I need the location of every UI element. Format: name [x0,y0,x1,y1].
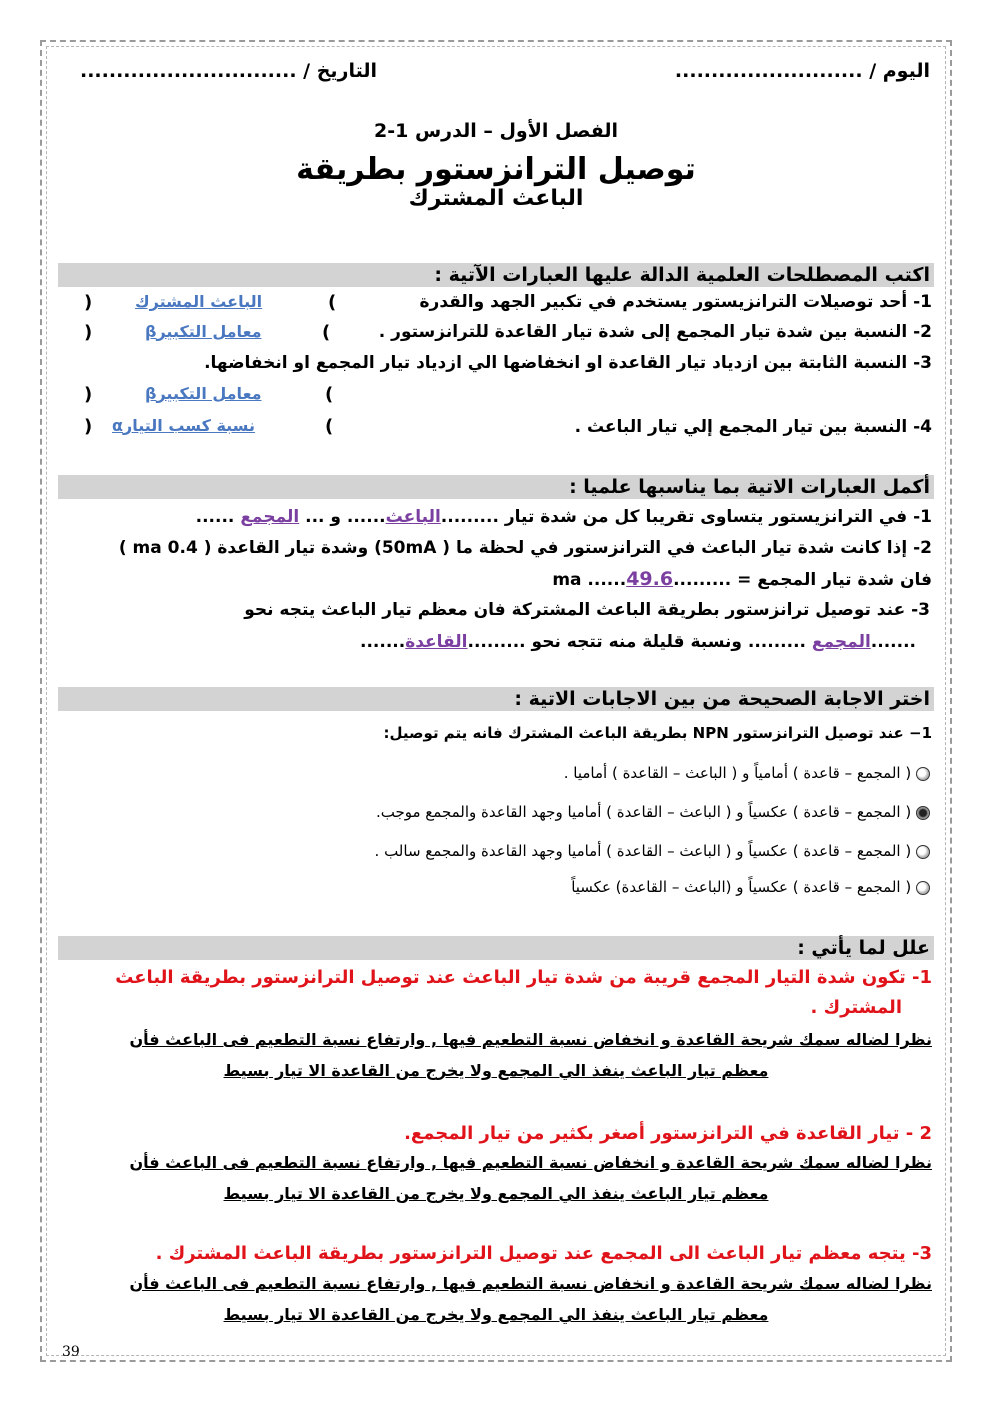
s3-option-4-label: ( المجمع – قاعدة ) عكسياً و (الباعث – القاعدة) عكسياً [571,878,912,896]
s1-item-2: 2- النسبة بين شدة تيار المجمع إلى شدة تيار القاعدة للترانزستور . [378,322,932,342]
s2-q1-suffix: ...... [195,507,241,527]
s1-item-4-open: ( [325,416,334,437]
day-field: اليوم / .......................... [674,60,930,82]
s3-option-2[interactable] [376,803,930,821]
s1-item-3: 3- النسبة الثابتة بين ازدياد تيار القاعدة او انخفاضها الي ازدياد تيار المجمع او انخفاضها. [204,353,932,373]
s3-option-3[interactable] [375,842,930,860]
s2-q2-line2 [552,568,932,590]
s2-q3-answer-1: المجمع [811,632,871,652]
s1-item-2-open: ( [322,322,331,343]
page-number: 39 [62,1344,80,1360]
radio-button[interactable] [916,845,930,859]
page-title: توصيل الترانزستور بطريقة [296,152,696,187]
section2-heading: أكمل العبارات الاتية بما يناسبها علميا : [569,476,930,498]
s4-a1-line1: نظرا لضاله سمك شريحة القاعدة و انخفاض نسبة التطعيم فيها , وارتفاع نسبة التطعيم فى الباعث فأن [129,1030,932,1049]
s4-a2-line1: نظرا لضاله سمك شريحة القاعدة و انخفاض نسبة التطعيم فيها , وارتفاع نسبة التطعيم فى الباعث فأن [129,1153,932,1172]
s2-q3-mid: ......... ونسبة قليلة منه تتجه نحو ......... [467,632,812,652]
s2-q3-answer-2: القاعدة [405,632,468,652]
s3-option-4[interactable] [571,878,930,896]
s4-q3-line1: 3- يتجه معظم تيار الباعث الى المجمع عند توصيل الترانزستور بطريقة الباعث المشترك . [155,1243,932,1264]
s2-q1-prefix: 1- في الترانزيستور يتساوى تقريبا كل من شدة تيار ......... [440,507,932,527]
page-subtitle: الباعث المشترك [408,186,584,211]
s2-q3-suffix: ....... [359,632,406,652]
s4-a2-line2: معظم تيار الباعث ينفذ الي المجمع ولا يخرج من القاعدة الا تيار بسيط [223,1184,769,1203]
s4-a3-line1: نظرا لضاله سمك شريحة القاعدة و انخفاض نسبة التطعيم فيها , وارتفاع نسبة التطعيم فى الباعث فأن [129,1274,932,1293]
s1-item-4-answer: نسبة كسب التيارα [112,416,255,435]
section3-heading-band [58,687,934,711]
s1-item-1: 1- أحد توصيلات الترانزيستور يستخدم في تكبير الجهد والقدرة [419,292,932,312]
s1-item-1-answer: الباعث المشترك [135,292,263,311]
date-field: التاريخ / .............................. [80,60,378,82]
s1-item-3-answer: معامل التكبيرβ [145,384,262,403]
s2-q3-suffix-dots: ....... [870,632,916,652]
lesson-label: الفصل الأول – الدرس 1-2 [373,120,619,142]
s4-q1-line2: المشترك . [810,997,902,1018]
s3-option-3-label: ( المجمع – قاعدة ) عكسياً و ( الباعث – القاعدة ) أماميا وجهد القاعدة والمجمع سالب . [374,842,912,860]
section1-heading: اكتب المصطلحات العلمية الدالة عليها العبارات الآتية : [434,264,930,286]
s1-item-1-open: ( [328,292,337,313]
s2-q1 [196,507,932,527]
s1-item-3-close: ) [84,384,93,405]
section3-heading: اختر الاجابة الصحيحة من بين الاجابات الاتية : [514,688,930,710]
radio-button[interactable] [916,767,930,781]
s1-item-4: 4- النسبة بين تيار المجمع إلي تيار الباعث . [574,417,932,437]
s4-a3-line2: معظم تيار الباعث ينفذ الي المجمع ولا يخرج من القاعدة الا تيار بسيط [223,1305,769,1324]
s1-item-4-close: ) [84,416,93,437]
s3-question: 1− عند توصيل الترانزستور NPN بطريقة الباعث المشترك فانه يتم توصيل: [383,724,932,742]
s2-q2-prefix: فان شدة تيار المجمع = ......... [673,570,932,590]
s2-q3-line2 [360,632,916,652]
s1-item-1-close: ) [84,292,93,313]
section4-heading: علل لما يأتي : [797,937,930,959]
s1-item-3-open: ( [325,384,334,405]
s3-option-2-label: ( المجمع – قاعدة ) عكسياً و ( الباعث – القاعدة ) أماميا وجهد القاعدة والمجمع موجب. [375,803,912,821]
s2-q1-answer-1: الباعث [385,507,441,527]
s2-q2-line1: 2- إذا كانت شدة تيار الباعث في الترانزستور في لحظة ما ( 50mA) وشدة تيار القاعدة ( 0.4 ma ) [118,538,932,558]
s2-q2-answer: 49.6 [626,568,674,590]
section4-heading-band [58,936,934,960]
radio-button-selected[interactable] [916,806,930,820]
s4-a1-line2: معظم تيار الباعث ينفذ الي المجمع ولا يخرج من القاعدة الا تيار بسيط [223,1061,769,1080]
s3-option-1[interactable] [564,764,930,782]
s2-q3-line1: 3- عند توصيل ترانزستور بطريقة الباعث المشتركة فان معظم تيار الباعث يتجه نحو [244,600,930,620]
s1-item-2-answer: معامل التكبيرβ [145,322,262,341]
s2-q1-answer-2: المجمع [240,507,300,527]
radio-button[interactable] [916,881,930,895]
s4-q2-line1: 2 - تيار القاعدة في الترانزستور أصغر بكثير من تيار المجمع. [404,1123,932,1144]
section1-heading-band [58,263,934,287]
s2-q1-mid: ...... و ... [299,507,386,527]
s1-item-2-close: ) [84,322,93,343]
s3-option-1-label: ( المجمع – قاعدة ) أمامياً و ( الباعث – القاعدة ) أماميا . [563,764,912,782]
s4-q1-line1: 1- تكون شدة التيار المجمع قريبة من شدة تيار الباعث عند توصيل الترانزستور بطريقة الباعث [115,967,932,988]
s2-q2-suffix: ...... ma [552,570,627,590]
section2-heading-band [58,475,934,499]
